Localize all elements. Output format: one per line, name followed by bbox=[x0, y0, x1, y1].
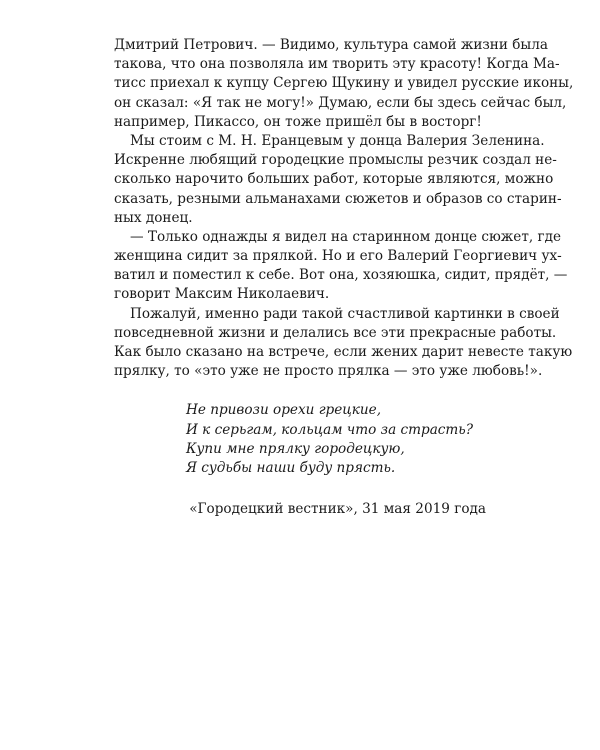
poem-line: И к серьгам, кольцам что за страсть? bbox=[186, 421, 473, 438]
text-line: повседневной жизни и делались все эти прекрасные работы. bbox=[114, 324, 557, 341]
text-line: он сказал: «Я так не могу!» Думаю, если бы здесь сейчас был, bbox=[114, 94, 567, 111]
text-line: Дмитрий Петрович. — Видимо, культура самой жизни была bbox=[114, 37, 548, 53]
text-line: сколько нарочито больших работ, которые являются, можно bbox=[114, 171, 554, 188]
poem-line: Купи мне прялку городецкую, bbox=[186, 440, 405, 457]
poem-line: Не привози орехи грецкие, bbox=[186, 402, 382, 419]
text-line: ных донец. bbox=[114, 209, 193, 226]
poem-stanza bbox=[186, 401, 486, 478]
text-line: ватил и поместил к себе. Вот она, хозяюшка, сидит, прядёт, — bbox=[114, 267, 568, 284]
text-line: сказать, резными альманахами сюжетов и образов со старин- bbox=[114, 190, 562, 207]
source-citation: «Городецкий вестник», 31 мая 2019 года bbox=[189, 501, 486, 518]
text-line: — Только однажды я видел на старинном донце сюжет, где bbox=[130, 228, 562, 245]
text-line: Искренне любящий городецкие промыслы резчик создал не- bbox=[114, 152, 557, 169]
text-line: прялку, то «это уже не просто прялка — это уже любовь!». bbox=[114, 363, 543, 380]
paragraph-2 bbox=[114, 132, 562, 228]
text-line: Пожалуй, именно ради такой счастливой картинки в своей bbox=[130, 305, 560, 322]
text-line: тисс приехал к купцу Сергею Щукину и увидел русские иконы, bbox=[114, 75, 574, 92]
paragraph-1 bbox=[114, 36, 574, 132]
text-line: Как было сказано на встрече, если жених дарит невесте такую bbox=[114, 344, 573, 360]
text-line: например, Пикассо, он тоже пришёл бы в восторг! bbox=[114, 113, 482, 130]
text-line: женщина сидит за прялкой. Но и его Валерий Георгиевич ух- bbox=[114, 248, 562, 265]
paragraph-4 bbox=[114, 305, 573, 382]
poem-line: Я судьбы наши буду прясть. bbox=[186, 459, 396, 476]
text-line: Мы стоим с М. Н. Еранцевым у донца Валерия Зеленина. bbox=[130, 132, 545, 149]
paragraph-3 bbox=[114, 228, 568, 305]
text-line: говорит Максим Николаевич. bbox=[114, 286, 330, 303]
text-line: такова, что она позволяла им творить эту красоту! Когда Ма- bbox=[114, 56, 560, 73]
document-page bbox=[114, 36, 574, 519]
